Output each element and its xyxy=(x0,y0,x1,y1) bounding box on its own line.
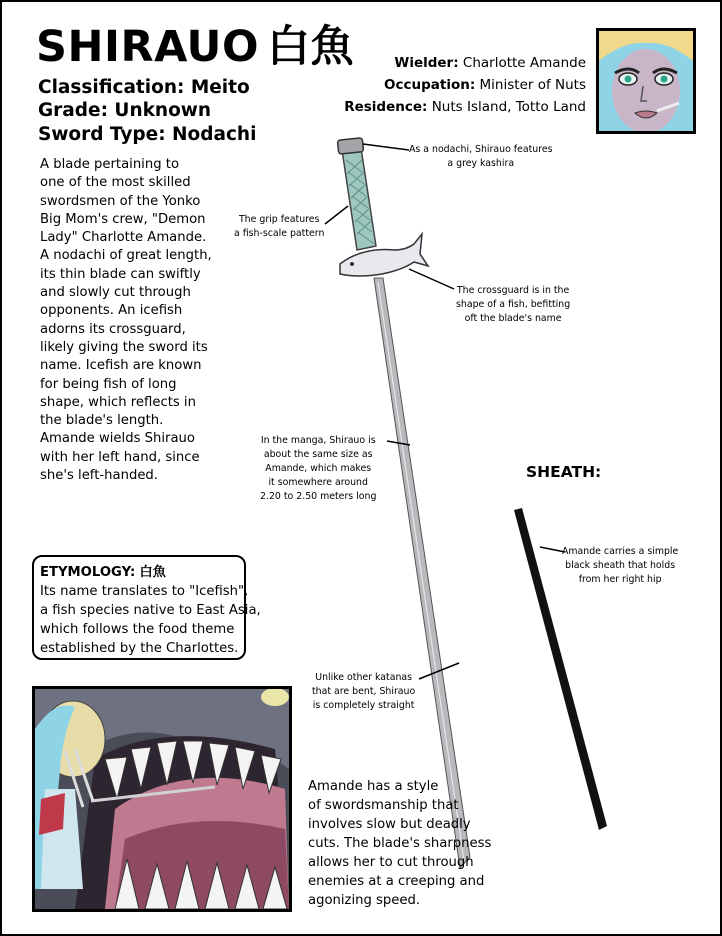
etymology-line: which follows the food theme xyxy=(40,622,235,637)
annotation-line: In the manga, Shirauo is xyxy=(260,435,376,446)
description-line: and slowly cut through xyxy=(40,285,191,301)
residence-label: Residence: xyxy=(344,99,428,115)
wielder-label: Wielder: xyxy=(394,55,459,71)
annotation-line: about the same size as xyxy=(263,449,373,460)
annotation-line: Unlike other katanas xyxy=(315,672,413,683)
description-line: for being fish of long xyxy=(40,376,177,392)
description-line: its thin blade can swiftly xyxy=(40,266,201,282)
description-line: Big Mom's crew, "Demon xyxy=(40,211,206,227)
style-line: allows her to cut through xyxy=(308,855,474,870)
sword-kashira xyxy=(337,138,363,155)
annotation-line: is completely straight xyxy=(312,700,415,711)
annotation-line: black sheath that holds xyxy=(565,560,676,571)
annotation-kashira xyxy=(409,143,553,171)
sword-type-line: Sword Type: Nodachi xyxy=(38,124,257,145)
description-line: one of the most skilled xyxy=(40,175,191,191)
classification-line: Classification: Meito xyxy=(38,77,250,98)
annotation-length xyxy=(260,434,376,504)
etymology-line: Its name translates to "Icefish", xyxy=(40,584,249,599)
description-line: the blade's length. xyxy=(40,413,164,429)
style-line: Amande has a style xyxy=(308,779,439,794)
description-line: shape, which reflects in xyxy=(40,394,196,410)
annotation-line: 2.20 to 2.50 meters long xyxy=(260,491,377,502)
battle-scene-image xyxy=(32,686,292,912)
description-line: with her left hand, since xyxy=(40,449,200,465)
occupation-label: Occupation: xyxy=(384,77,476,93)
description-line: swordsmen of the Yonko xyxy=(40,193,201,209)
annotation-straight xyxy=(312,671,415,713)
etymology-line: a fish species native to East Asia, xyxy=(40,603,261,618)
etymology-label: ETYMOLOGY: xyxy=(40,565,136,580)
description-line: opponents. An icefish xyxy=(40,303,183,319)
style-line: enemies at a creeping and xyxy=(308,874,485,889)
annotation-line: it somewhere around xyxy=(268,477,368,488)
annotation-grip xyxy=(234,213,324,241)
annotation-line: As a nodachi, Shirauo features xyxy=(409,144,553,155)
description-line: she's left-handed. xyxy=(40,468,158,484)
title-kanji: 白魚 xyxy=(267,22,354,72)
description-line: adorns its crossguard, xyxy=(40,321,186,337)
grade-line: Grade: Unknown xyxy=(38,100,212,121)
description-line: Lady" Charlotte Amande. xyxy=(40,230,207,246)
annotation-line: from her right hip xyxy=(578,574,662,585)
style-line: of swordsmanship that xyxy=(308,798,459,813)
annotation-crossguard xyxy=(456,284,570,326)
annotation-line: The grip features xyxy=(238,214,320,225)
style-line: cuts. The blade's sharpness xyxy=(308,836,492,851)
annotation-line: shape of a fish, befitting xyxy=(456,299,571,310)
annotation-line: Amande, which makes xyxy=(265,463,372,474)
description-line: A blade pertaining to xyxy=(40,157,180,172)
fish-crossguard xyxy=(340,234,428,276)
description-line: likely giving the sword its xyxy=(40,339,208,355)
annotation-line: that are bent, Shirauo xyxy=(312,686,416,697)
description-line: Amande wields Shirauo xyxy=(40,431,195,447)
occupation-value: Minister of Nuts xyxy=(479,77,586,93)
annotation-line: oft the blade's name xyxy=(464,313,562,324)
description-line: name. Icefish are known xyxy=(40,358,202,374)
annotation-sheath xyxy=(562,545,678,587)
title-text: SHIRAUO xyxy=(36,22,259,72)
sheath-heading: SHEATH: xyxy=(526,463,602,481)
annotation-line: a fish-scale pattern xyxy=(234,228,325,239)
annotation-line: The crossguard is in the xyxy=(456,285,570,296)
annotation-line: a grey kashira xyxy=(447,158,515,169)
etymology-kanji: 白魚 xyxy=(139,565,166,580)
style-line: involves slow but deadly xyxy=(308,817,471,832)
etymology-box xyxy=(32,555,261,660)
annotation-line: Amande carries a simple xyxy=(562,546,679,557)
etymology-line: established by the Charlottes. xyxy=(40,641,239,656)
swordsmanship-text xyxy=(308,777,491,910)
style-line: agonizing speed. xyxy=(308,893,421,908)
description-line: A nodachi of great length, xyxy=(40,248,212,264)
residence-value: Nuts Island, Totto Land xyxy=(431,99,586,115)
wielder-value: Charlotte Amande xyxy=(462,55,586,71)
